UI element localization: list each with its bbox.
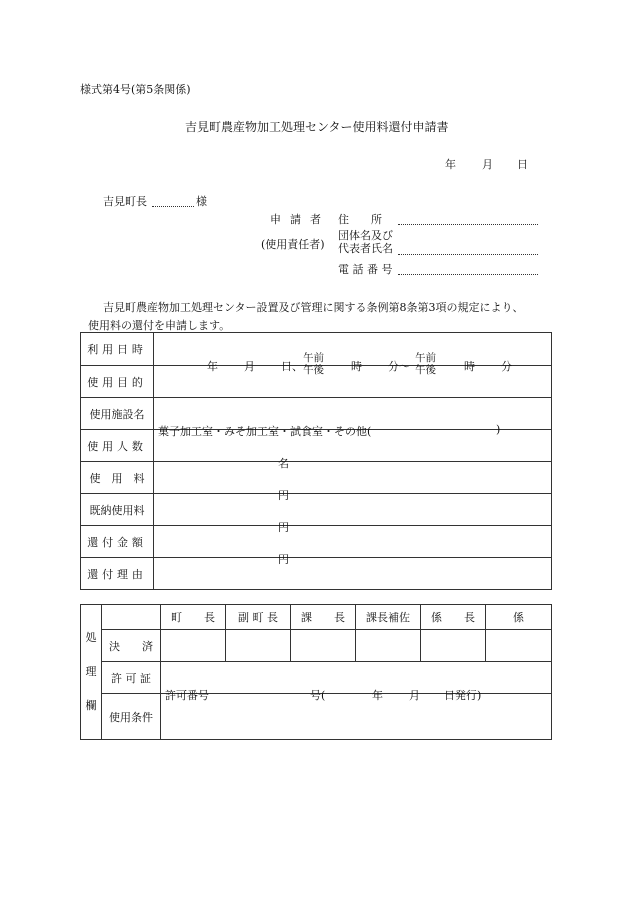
table-row xyxy=(81,494,552,526)
refund-reason-cell[interactable] xyxy=(154,558,552,590)
paid-fee-cell[interactable] xyxy=(154,494,552,534)
org-label-line2: 代表者氏名 xyxy=(338,242,393,255)
header-blank xyxy=(102,605,161,630)
dt-pm2: 午後 xyxy=(415,364,436,376)
dt-hour: 時 xyxy=(351,360,362,373)
page-title: 吉見町農産物加工処理センター使用料還付申請書 xyxy=(185,120,449,134)
main-table xyxy=(80,332,552,590)
header-section-chief: 課 長 xyxy=(291,605,356,630)
conditions-cell[interactable] xyxy=(161,694,552,740)
phone-field[interactable] xyxy=(398,274,538,275)
dt-ampm-start[interactable] xyxy=(303,352,324,376)
header-deputy-mayor: 副 町 長 xyxy=(226,605,291,630)
address-field[interactable] xyxy=(398,224,538,225)
form-number: 様式第4号(第5条関係) xyxy=(80,83,191,96)
permit-issued-label: 日発行) xyxy=(444,688,482,702)
approval-mayor-cell[interactable] xyxy=(161,630,226,662)
date-month-label: 月 xyxy=(482,158,493,171)
decision-label: 決 済 xyxy=(102,630,161,662)
table-row xyxy=(81,630,552,662)
dt-am2: 午前 xyxy=(415,352,436,364)
side-char-3: 欄 xyxy=(85,699,97,712)
org-label-line1: 団体名及び xyxy=(338,229,393,242)
permit-label: 許 可 証 xyxy=(102,662,161,694)
permit-year-label: 年 xyxy=(372,688,383,702)
phone-label: 電 話 番 号 xyxy=(338,263,393,276)
side-char-1: 処 xyxy=(85,631,97,644)
side-char-2: 理 xyxy=(85,665,97,678)
permit-cell[interactable] xyxy=(161,662,552,702)
approval-section-cell[interactable] xyxy=(291,630,356,662)
header-staff: 係 xyxy=(486,605,552,630)
dt-pm: 午後 xyxy=(303,364,324,376)
fee-unit: 円 xyxy=(278,488,289,502)
row-label-people: 使用人数 xyxy=(81,430,154,462)
addressee-name-field[interactable] xyxy=(152,206,194,207)
dt-hour2: 時 xyxy=(464,360,475,373)
table-row xyxy=(81,526,552,558)
applicant-label: 申 請 者 xyxy=(270,213,324,226)
row-label-refund-reason: 還付理由 xyxy=(81,558,154,590)
addressee-suffix: 様 xyxy=(196,195,207,208)
applicant-paren-label: (使用責任者) xyxy=(261,238,325,251)
date-day-label: 日 xyxy=(517,158,528,171)
process-side-label xyxy=(81,605,102,740)
usage-datetime-cell[interactable] xyxy=(154,333,552,376)
approval-subsection-cell[interactable] xyxy=(421,630,486,662)
permit-go-label: 号( xyxy=(310,688,326,702)
dt-ampm-end[interactable] xyxy=(415,352,436,376)
row-label-usage-datetime: 利用日時 xyxy=(81,333,154,366)
header-subsection-chief: 係 長 xyxy=(421,605,486,630)
table-row xyxy=(81,462,552,494)
approval-assistant-cell[interactable] xyxy=(356,630,421,662)
table-row xyxy=(81,558,552,590)
fee-cell[interactable] xyxy=(154,462,552,502)
conditions-label: 使用条件 xyxy=(102,694,161,740)
table-row xyxy=(81,662,552,694)
row-label-facility: 使用施設名 xyxy=(81,398,154,430)
approval-deputy-cell[interactable] xyxy=(226,630,291,662)
facility-cell[interactable] xyxy=(154,398,552,438)
process-table xyxy=(80,604,552,740)
org-label xyxy=(338,229,393,255)
dt-minute: 分〜 xyxy=(388,360,410,373)
row-label-purpose: 使用目的 xyxy=(81,366,154,398)
row-label-paid-fee: 既納使用料 xyxy=(81,494,154,526)
row-label-refund-amount: 還付金額 xyxy=(81,526,154,558)
paid-fee-unit: 円 xyxy=(278,520,289,534)
refund-amount-cell[interactable] xyxy=(154,526,552,566)
body-text-line1: 吉見町農産物加工処理センター設置及び管理に関する条例第8条第3項の規定により、 xyxy=(103,301,524,314)
dt-year: 年 xyxy=(207,360,218,373)
header-assistant-chief: 課長補佐 xyxy=(356,605,421,630)
table-row xyxy=(81,605,552,630)
address-label: 住 所 xyxy=(338,213,382,226)
table-row xyxy=(81,333,552,366)
table-row xyxy=(81,398,552,430)
dt-month: 月 xyxy=(244,360,255,373)
dt-am: 午前 xyxy=(303,352,324,364)
org-field[interactable] xyxy=(398,254,538,255)
people-unit: 名 xyxy=(278,456,289,470)
dt-day: 日、 xyxy=(281,360,303,373)
approval-staff-cell[interactable] xyxy=(486,630,552,662)
header-mayor: 町 長 xyxy=(161,605,226,630)
date-year-label: 年 xyxy=(445,158,456,171)
dt-minute2: 分 xyxy=(501,360,512,373)
facility-options: 菓子加工室・みそ加工室・試食室・その他( xyxy=(158,424,372,438)
body-text-line2: 使用料の還付を申請します。 xyxy=(88,319,231,332)
row-label-fee: 使 用 料 xyxy=(81,462,154,494)
refund-amount-unit: 円 xyxy=(278,552,289,566)
permit-number-label: 許可番号 xyxy=(165,688,209,702)
addressee-prefix: 吉見町長 xyxy=(103,195,147,208)
facility-close-paren: ) xyxy=(496,422,501,436)
permit-month-label: 月 xyxy=(409,688,420,702)
